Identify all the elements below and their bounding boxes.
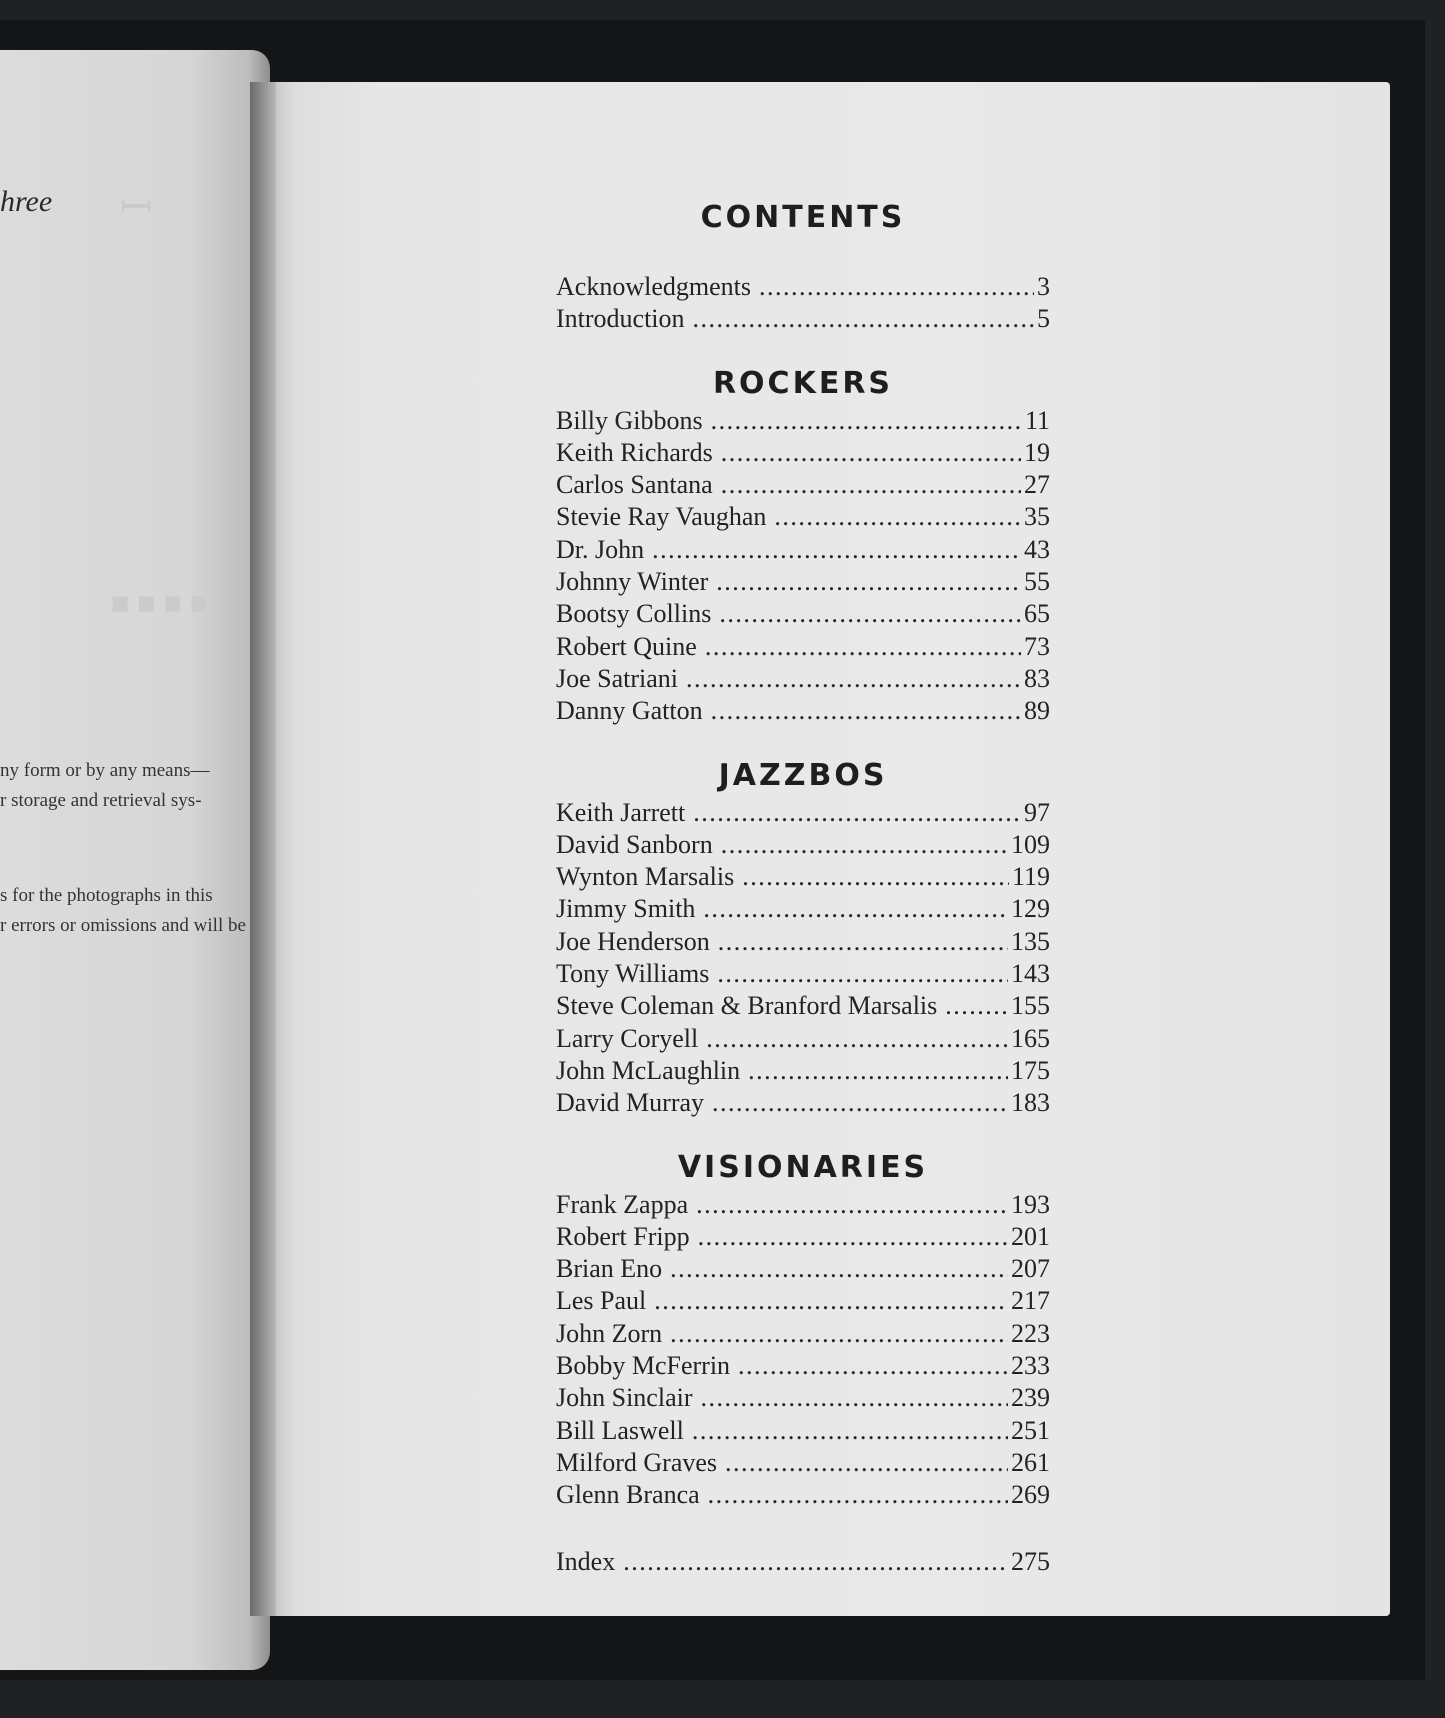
toc-entry-name: Bobby McFerrin [556, 1351, 731, 1381]
toc-entry [556, 958, 1050, 990]
toc-entry [556, 469, 1050, 501]
toc-section [556, 1150, 1050, 1512]
toc-entry-name: Robert Fripp [556, 1221, 690, 1251]
toc-entry [556, 1055, 1050, 1087]
toc-entry-name: Index [556, 1546, 616, 1576]
toc-entry-page: 201 [1011, 1221, 1050, 1251]
section-heading: ROCKERS [712, 365, 894, 401]
toc-entry-page: 43 [1024, 534, 1050, 564]
toc-entry-page: 109 [1011, 829, 1050, 859]
toc-entry-name: Danny Gatton [556, 696, 703, 726]
dot-leader [654, 1285, 1008, 1317]
toc-entry [556, 1023, 1050, 1055]
toc-entry-name: Introduction [556, 304, 685, 334]
toc-entry [556, 1253, 1050, 1285]
dot-leader [738, 1350, 1008, 1382]
toc-entry [556, 861, 1050, 893]
toc-entry-page: 233 [1011, 1351, 1050, 1381]
dot-leader [706, 1023, 1008, 1055]
toc-entry-page: 35 [1024, 502, 1050, 532]
toc-entry-page: 129 [1011, 894, 1050, 924]
toc-entry [556, 893, 1050, 925]
book-gutter [250, 82, 276, 1616]
dot-leader [717, 958, 1008, 990]
toc-entry-name: Keith Richards [556, 437, 713, 467]
toc-entry [556, 566, 1050, 598]
toc-entry [556, 501, 1050, 533]
left-page-fragment: hree [0, 185, 53, 218]
toc-entry [556, 1415, 1050, 1447]
toc-entry-page: 223 [1011, 1318, 1050, 1348]
toc-entry-name: Bill Laswell [556, 1415, 684, 1445]
toc-entry-page: 261 [1011, 1447, 1050, 1477]
toc-entry [556, 631, 1050, 663]
toc-entry-name: Jimmy Smith [556, 894, 696, 924]
toc-entry [556, 1479, 1050, 1511]
toc-entry-page: 269 [1011, 1480, 1050, 1510]
toc-entry-page: 65 [1024, 599, 1050, 629]
toc-entry [556, 598, 1050, 630]
toc-entry-page: 155 [1011, 991, 1050, 1021]
toc-section [556, 366, 1050, 728]
toc-entry [556, 1087, 1050, 1119]
toc-entry-name: Joe Henderson [556, 926, 710, 956]
contents-title: CONTENTS [700, 200, 906, 235]
toc-entry [556, 1447, 1050, 1479]
toc-entry-page: 83 [1024, 663, 1050, 693]
toc-entry-name: Larry Coryell [556, 1023, 699, 1053]
toc-entry [556, 663, 1050, 695]
dot-leader [693, 797, 1021, 829]
left-page [0, 50, 270, 1670]
dot-leader [742, 861, 1009, 893]
toc-entry-name: John Sinclair [556, 1383, 693, 1413]
toc-entry [556, 1350, 1050, 1382]
toc-entry-name: Bootsy Collins [556, 599, 712, 629]
left-page-bleedthrough-heading: ▪▪▪▪ [110, 585, 216, 620]
toc-entry-name: Carlos Santana [556, 470, 713, 500]
toc-entry-page: 11 [1024, 405, 1050, 435]
toc-entry [556, 534, 1050, 566]
dot-leader [693, 303, 1034, 335]
dot-leader [670, 1318, 1008, 1350]
dot-leader [670, 1253, 1008, 1285]
dot-leader [774, 501, 1021, 533]
toc-entry-page: 89 [1024, 696, 1050, 726]
section-heading: VISIONARIES [677, 1149, 929, 1185]
toc-entry-page: 119 [1011, 862, 1050, 892]
toc-entry-index [556, 1546, 1050, 1578]
dot-leader [721, 437, 1021, 469]
index-entry-block [556, 1546, 1050, 1578]
toc-entry-name: Billy Gibbons [556, 405, 703, 435]
toc-entry-page: 207 [1011, 1254, 1050, 1284]
toc-entry-page: 135 [1011, 926, 1050, 956]
toc-entry-name: Steve Coleman & Branford Marsalis [556, 991, 938, 1021]
toc-entry-page: 5 [1037, 304, 1050, 334]
toc-entry-name: Johnny Winter [556, 567, 709, 597]
toc-entry-page: 97 [1024, 797, 1050, 827]
dot-leader [623, 1546, 1008, 1578]
toc-entry [556, 990, 1050, 1022]
toc-entry-page: 3 [1037, 272, 1050, 301]
dot-leader [718, 926, 1008, 958]
left-page-fragment: r storage and retrieval sys- [0, 790, 202, 811]
front-matter-list [556, 271, 1050, 336]
toc-entry-page: 27 [1024, 470, 1050, 500]
toc-entry-name: Brian Eno [556, 1254, 663, 1284]
dot-leader [696, 1189, 1008, 1221]
dot-leader [703, 893, 1008, 925]
toc-entry [556, 1318, 1050, 1350]
left-page-fragment: ny form or by any means— [0, 760, 210, 781]
toc-entry [556, 797, 1050, 829]
toc-entry [556, 271, 1050, 303]
dot-leader [712, 1087, 1008, 1119]
toc-entry [556, 1285, 1050, 1317]
toc-entry-page: 143 [1011, 959, 1050, 989]
toc-entry-page: 239 [1011, 1383, 1050, 1413]
toc-entry [556, 1221, 1050, 1253]
toc-entry-page: 217 [1011, 1286, 1050, 1316]
toc-entry [556, 1189, 1050, 1221]
toc-entry-name: Tony Williams [556, 959, 710, 989]
toc-entry [556, 829, 1050, 861]
toc-entry-page: 183 [1011, 1088, 1050, 1118]
toc-entry-page: 193 [1011, 1189, 1050, 1219]
toc-sections [556, 366, 1050, 1512]
toc-entry-name: David Murray [556, 1088, 705, 1118]
left-page-bleedthrough: ꟷ [120, 185, 157, 230]
toc-entry-name: Stevie Ray Vaughan [556, 502, 767, 532]
toc-entry [556, 695, 1050, 727]
toc-entry-name: John Zorn [556, 1318, 663, 1348]
toc-entry [556, 303, 1050, 335]
left-page-fragment: r errors or omissions and will be [0, 915, 246, 936]
toc-entry-name: Frank Zappa [556, 1189, 689, 1219]
dot-leader [711, 405, 1022, 437]
dot-leader [716, 566, 1021, 598]
toc-entry-page: 165 [1011, 1023, 1050, 1053]
table-of-contents [556, 200, 1050, 1578]
toc-entry-name: Joe Satriani [556, 663, 679, 693]
dot-leader [719, 598, 1021, 630]
left-page-fragment: s for the photographs in this [0, 885, 213, 906]
dot-leader [945, 990, 1008, 1022]
toc-entry [556, 405, 1050, 437]
toc-entry-page: 19 [1024, 437, 1050, 467]
dot-leader [692, 1415, 1008, 1447]
toc-entry-name: Milford Graves [556, 1447, 718, 1477]
toc-entry-name: Dr. John [556, 534, 645, 564]
toc-entry-page: 275 [1011, 1546, 1050, 1576]
toc-entry [556, 1382, 1050, 1414]
toc-entry [556, 437, 1050, 469]
section-heading: JAZZBOS [718, 757, 888, 793]
dot-leader [698, 1221, 1008, 1253]
toc-entry-name: Les Paul [556, 1286, 647, 1316]
dot-leader [748, 1055, 1008, 1087]
dot-leader [705, 631, 1021, 663]
dot-leader [721, 469, 1021, 501]
dot-leader [725, 1447, 1008, 1479]
toc-entry-name: Keith Jarrett [556, 797, 686, 827]
toc-entry-name: Acknowledgments [556, 272, 751, 301]
dot-leader [721, 829, 1008, 861]
toc-entry-name: John McLaughlin [556, 1055, 741, 1085]
dot-leader [701, 1382, 1009, 1414]
toc-entry-page: 251 [1011, 1415, 1050, 1445]
toc-entry [556, 926, 1050, 958]
dot-leader [711, 695, 1021, 727]
dot-leader [686, 663, 1021, 695]
toc-entry-name: Glenn Branca [556, 1480, 700, 1510]
toc-entry-page: 175 [1011, 1055, 1050, 1085]
toc-entry-page: 55 [1024, 567, 1050, 597]
dot-leader [708, 1479, 1008, 1511]
dot-leader [652, 534, 1021, 566]
toc-section [556, 758, 1050, 1120]
toc-entry-name: Robert Quine [556, 631, 697, 661]
dot-leader [759, 271, 1034, 303]
toc-entry-name: Wynton Marsalis [556, 862, 735, 892]
toc-entry-name: David Sanborn [556, 829, 713, 859]
toc-entry-page: 73 [1024, 631, 1050, 661]
